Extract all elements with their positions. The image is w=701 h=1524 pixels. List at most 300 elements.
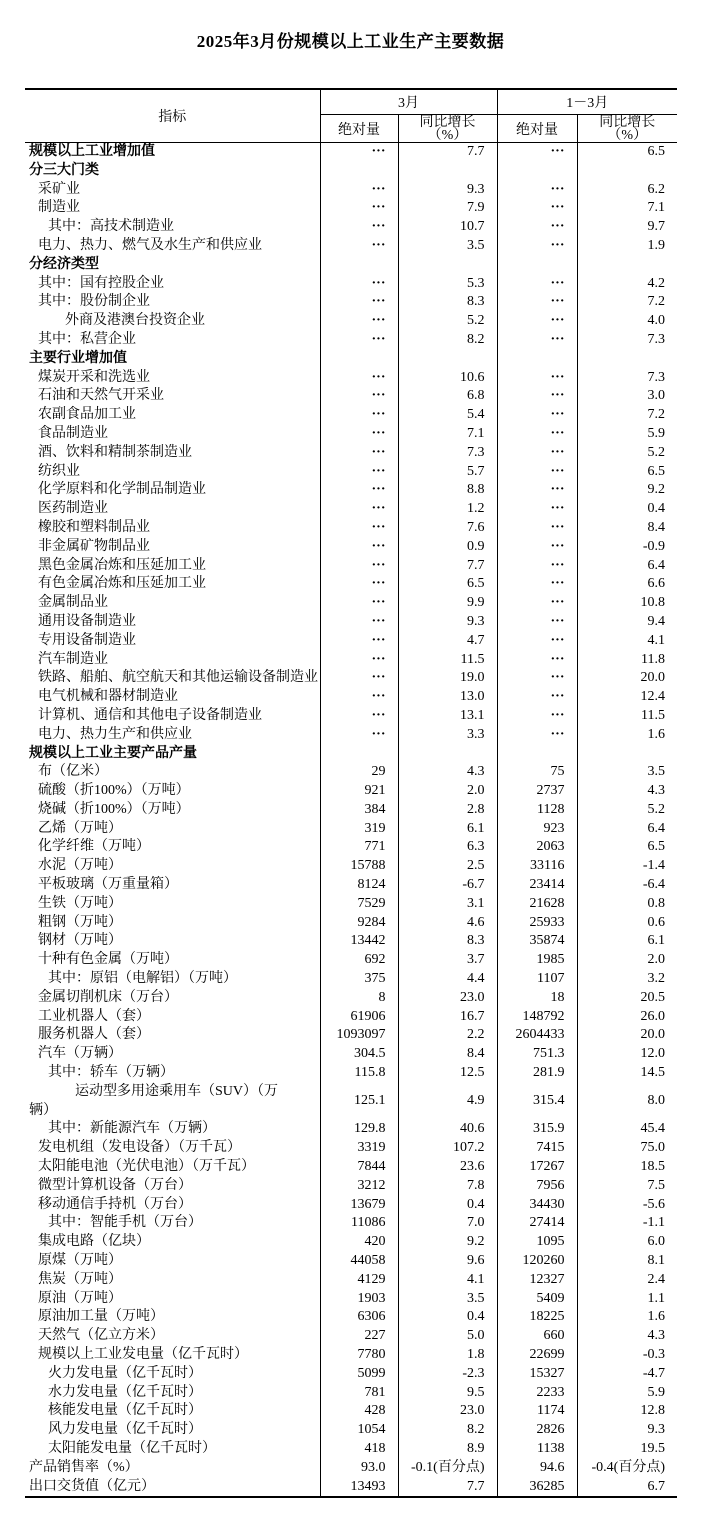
row-value: 6.7	[577, 1478, 677, 1498]
table-row	[25, 1120, 677, 1139]
table-row	[25, 688, 677, 707]
row-value: 23.6	[398, 1158, 497, 1177]
row-value: 5.4	[398, 406, 497, 425]
row-label: 天然气（亿立方米）	[38, 1328, 164, 1344]
row-value: ···	[497, 557, 577, 576]
row-value: ···	[497, 463, 577, 482]
row-value: 29	[320, 763, 398, 782]
row-value: 14.5	[577, 1064, 677, 1083]
row-value: 3.1	[398, 895, 497, 914]
row-value: 751.3	[497, 1045, 577, 1064]
row-label: 工业机器人（套）	[38, 1008, 150, 1024]
table-row	[25, 1064, 677, 1083]
row-value: 9.2	[577, 481, 677, 500]
row-value: 6.1	[398, 820, 497, 839]
row-value: 120260	[497, 1252, 577, 1271]
row-value: ···	[497, 726, 577, 745]
row-value: -0.1(百分点)	[398, 1459, 497, 1478]
row-value: ···	[497, 632, 577, 651]
row-value: 5.9	[577, 425, 677, 444]
row-value: ···	[320, 726, 398, 745]
row-label: 水力发电量（亿千瓦时）	[48, 1384, 202, 1400]
table-row	[25, 425, 677, 444]
row-label: 酒、饮料和精制茶制造业	[38, 444, 192, 460]
row-label: 黑色金属冶炼和压延加工业	[38, 557, 206, 573]
row-value: 2737	[497, 782, 577, 801]
row-value: 23414	[497, 876, 577, 895]
row-label: 制造业	[38, 200, 80, 216]
table-row	[25, 557, 677, 576]
page-title: 2025年3月份规模以上工业生产主要数据	[196, 32, 505, 51]
row-value: 13679	[320, 1196, 398, 1215]
row-value: -4.7	[577, 1365, 677, 1384]
row-value: ···	[497, 387, 577, 406]
row-value	[577, 350, 677, 369]
row-value: ···	[497, 613, 577, 632]
row-value: ···	[497, 293, 577, 312]
header-group-ytd: 1－3月	[497, 89, 677, 115]
row-value: 13493	[320, 1478, 398, 1498]
row-value: -6.7	[398, 876, 497, 895]
table-row	[25, 1045, 677, 1064]
row-value: 34430	[497, 1196, 577, 1215]
row-value: 35874	[497, 932, 577, 951]
row-value	[577, 745, 677, 764]
row-value: ···	[320, 651, 398, 670]
row-value: ···	[320, 463, 398, 482]
row-value: ···	[320, 369, 398, 388]
data-table	[25, 88, 677, 1498]
row-value: 44058	[320, 1252, 398, 1271]
row-value: 9.3	[577, 1421, 677, 1440]
row-label: 主要行业增加值	[29, 350, 127, 366]
table-row	[25, 726, 677, 745]
row-value: 227	[320, 1327, 398, 1346]
row-value: 1.2	[398, 500, 497, 519]
row-value: 0.4	[398, 1196, 497, 1215]
table-row	[25, 1346, 677, 1365]
row-value: ···	[497, 312, 577, 331]
row-label: 发电机组（发电设备）（万千瓦）	[38, 1140, 241, 1156]
header-group-row	[25, 89, 677, 115]
row-label: 规模以上工业发电量（亿千瓦时）	[38, 1347, 248, 1362]
row-value: 11.5	[398, 651, 497, 670]
row-value: 7.1	[577, 199, 677, 218]
row-value: 4.7	[398, 632, 497, 651]
table-row	[25, 143, 677, 162]
row-value: ···	[320, 613, 398, 632]
table-row	[25, 1384, 677, 1403]
row-value: 6306	[320, 1308, 398, 1327]
row-value: 8.0	[577, 1083, 677, 1121]
table-row	[25, 275, 677, 294]
row-value	[320, 256, 398, 275]
row-value: -0.9	[577, 538, 677, 557]
row-value: 9.3	[398, 181, 497, 200]
row-value: 21628	[497, 895, 577, 914]
row-value: ···	[320, 538, 398, 557]
table-row	[25, 1177, 677, 1196]
row-value: 2.4	[577, 1271, 677, 1290]
row-value: 9.9	[398, 594, 497, 613]
row-value: 4.1	[577, 632, 677, 651]
row-value: 15788	[320, 857, 398, 876]
table-row	[25, 1308, 677, 1327]
table-row	[25, 801, 677, 820]
row-value: 6.4	[577, 820, 677, 839]
table-row	[25, 293, 677, 312]
table-row	[25, 575, 677, 594]
row-value: 9.5	[398, 1384, 497, 1403]
row-value: ···	[320, 688, 398, 707]
row-value: 20.0	[577, 669, 677, 688]
row-value: 125.1	[320, 1083, 398, 1121]
row-value: -1.1	[577, 1214, 677, 1233]
row-value: 8124	[320, 876, 398, 895]
row-value: 2.2	[398, 1026, 497, 1045]
row-label: 硫酸（折100%）（万吨）	[38, 783, 190, 799]
row-label: 服务机器人（套）	[38, 1027, 150, 1043]
row-value: 40.6	[398, 1120, 497, 1139]
row-value: ···	[320, 632, 398, 651]
row-value: 3.5	[398, 237, 497, 256]
row-label: 电力、热力生产和供应业	[38, 726, 192, 742]
table-row	[25, 369, 677, 388]
row-value: 1093097	[320, 1026, 398, 1045]
row-value: 9.6	[398, 1252, 497, 1271]
row-value: 4.3	[577, 782, 677, 801]
table-row	[25, 669, 677, 688]
row-label: 移动通信手持机（万台）	[38, 1196, 192, 1212]
row-value: 7.9	[398, 199, 497, 218]
table-row	[25, 444, 677, 463]
row-label: 外商及港澳台投资企业	[65, 313, 205, 329]
row-value: 26.0	[577, 1008, 677, 1027]
row-label: 有色金属冶炼和压延加工业	[38, 576, 206, 592]
row-value: 6.6	[577, 575, 677, 594]
row-value: 9284	[320, 914, 398, 933]
table-row	[25, 1271, 677, 1290]
table-row	[25, 763, 677, 782]
row-value: ···	[497, 688, 577, 707]
row-label: 粗钢（万吨）	[38, 914, 122, 930]
table-row	[25, 1252, 677, 1271]
row-value: ···	[497, 519, 577, 538]
row-label: 食品制造业	[38, 425, 108, 441]
row-value: ···	[497, 218, 577, 237]
row-value: 7844	[320, 1158, 398, 1177]
table-row	[25, 613, 677, 632]
row-value: 3.2	[577, 970, 677, 989]
row-label: 专用设备制造业	[38, 632, 136, 648]
row-value: 7.3	[398, 444, 497, 463]
row-value: 6.5	[577, 143, 677, 162]
row-value: 2063	[497, 838, 577, 857]
table-row	[25, 237, 677, 256]
row-value: 3.5	[398, 1290, 497, 1309]
row-value: 1095	[497, 1233, 577, 1252]
row-value: 36285	[497, 1478, 577, 1498]
row-value: ···	[497, 181, 577, 200]
row-value: 75	[497, 763, 577, 782]
row-label: 原油（万吨）	[38, 1290, 122, 1306]
row-value: 5.3	[398, 275, 497, 294]
table-row	[25, 463, 677, 482]
row-value: 0.4	[577, 500, 677, 519]
row-label: 铁路、船舶、航空航天和其他运输设备制造业	[38, 670, 318, 686]
row-value: 20.0	[577, 1026, 677, 1045]
row-value: ···	[320, 557, 398, 576]
data-table-container	[25, 88, 677, 1498]
table-row	[25, 857, 677, 876]
row-value: 9.2	[398, 1233, 497, 1252]
table-row	[25, 519, 677, 538]
row-value: 8.1	[577, 1252, 677, 1271]
row-value: ···	[497, 425, 577, 444]
table-row	[25, 1365, 677, 1384]
header-group-march: 3月	[320, 89, 497, 115]
row-value: 0.6	[577, 914, 677, 933]
table-row	[25, 1459, 677, 1478]
row-label: 其中：智能手机（万台）	[48, 1215, 202, 1231]
row-value: ···	[320, 218, 398, 237]
row-label: 金属切削机床（万台）	[38, 989, 178, 1005]
table-row	[25, 1214, 677, 1233]
row-value: 5099	[320, 1365, 398, 1384]
row-value: 923	[497, 820, 577, 839]
row-value: 2604433	[497, 1026, 577, 1045]
row-value: ···	[320, 500, 398, 519]
table-row	[25, 538, 677, 557]
row-value: 3.0	[577, 387, 677, 406]
row-value: 15327	[497, 1365, 577, 1384]
row-value: ···	[320, 237, 398, 256]
row-value: 1128	[497, 801, 577, 820]
row-value: 1138	[497, 1440, 577, 1459]
row-value: -5.6	[577, 1196, 677, 1215]
header-ytd-yoy: 同比增长 （%）	[577, 115, 677, 143]
row-value: ···	[497, 538, 577, 557]
row-value: 8.4	[398, 1045, 497, 1064]
table-row	[25, 970, 677, 989]
row-value: 781	[320, 1384, 398, 1403]
row-label: 集成电路（亿块）	[38, 1234, 150, 1250]
row-value: 1.1	[577, 1290, 677, 1309]
row-label: 原煤（万吨）	[38, 1253, 122, 1269]
table-body	[25, 143, 677, 1498]
table-row	[25, 951, 677, 970]
table-row	[25, 594, 677, 613]
row-value: -2.3	[398, 1365, 497, 1384]
row-value: 19.0	[398, 669, 497, 688]
row-value: 5.7	[398, 463, 497, 482]
row-value: 45.4	[577, 1120, 677, 1139]
row-value: 25933	[497, 914, 577, 933]
row-label: 化学纤维（万吨）	[38, 839, 150, 855]
row-value: -0.4(百分点)	[577, 1459, 677, 1478]
row-value: 5.2	[577, 801, 677, 820]
row-value: 4.3	[577, 1327, 677, 1346]
row-value: ···	[497, 669, 577, 688]
table-row	[25, 932, 677, 951]
row-value	[577, 256, 677, 275]
row-value: 10.6	[398, 369, 497, 388]
row-value: ···	[320, 444, 398, 463]
row-value: 8.2	[398, 1421, 497, 1440]
header-ytd-absolute: 绝对量	[497, 115, 577, 143]
row-value: ···	[320, 707, 398, 726]
row-label: 十种有色金属（万吨）	[38, 952, 178, 968]
row-value: 6.4	[577, 557, 677, 576]
row-value: 5.0	[398, 1327, 497, 1346]
row-value: 4.1	[398, 1271, 497, 1290]
row-value: 7.6	[398, 519, 497, 538]
table-row	[25, 838, 677, 857]
row-value: 384	[320, 801, 398, 820]
row-value: 13442	[320, 932, 398, 951]
row-value: 1107	[497, 970, 577, 989]
row-value: 4.4	[398, 970, 497, 989]
table-row	[25, 820, 677, 839]
row-value	[320, 745, 398, 764]
row-value: 5.2	[398, 312, 497, 331]
row-label: 微型计算机设备（万台）	[38, 1177, 192, 1193]
row-label: 采矿业	[38, 181, 80, 197]
row-label: 焦炭（万吨）	[38, 1271, 122, 1287]
table-row	[25, 876, 677, 895]
row-value: 5.9	[577, 1384, 677, 1403]
row-value: ···	[320, 275, 398, 294]
row-value: ···	[497, 651, 577, 670]
row-value: 12.5	[398, 1064, 497, 1083]
row-value: 3.3	[398, 726, 497, 745]
row-label: 农副食品加工业	[38, 407, 136, 423]
row-value: 75.0	[577, 1139, 677, 1158]
row-value: ···	[320, 575, 398, 594]
row-value: 11.5	[577, 707, 677, 726]
row-label: 规模以上工业主要产品产量	[29, 745, 197, 761]
table-row	[25, 989, 677, 1008]
row-value: 420	[320, 1233, 398, 1252]
row-label: 太阳能电池（光伏电池）（万千瓦）	[38, 1159, 255, 1175]
table-row	[25, 1196, 677, 1215]
row-label: 规模以上工业增加值	[29, 144, 155, 159]
row-value: 22699	[497, 1346, 577, 1365]
row-value: ···	[320, 293, 398, 312]
row-value: 27414	[497, 1214, 577, 1233]
row-value: 7529	[320, 895, 398, 914]
row-value: 8.8	[398, 481, 497, 500]
row-value: 692	[320, 951, 398, 970]
row-value: 18225	[497, 1308, 577, 1327]
row-value: 319	[320, 820, 398, 839]
row-value: ···	[497, 594, 577, 613]
row-value	[320, 162, 398, 181]
row-value: 6.2	[577, 181, 677, 200]
row-value	[497, 162, 577, 181]
table-row	[25, 181, 677, 200]
table-row	[25, 331, 677, 350]
row-value: 418	[320, 1440, 398, 1459]
row-value: 8.2	[398, 331, 497, 350]
row-value: ···	[320, 312, 398, 331]
row-value: 20.5	[577, 989, 677, 1008]
row-label: 其中：股份制企业	[38, 294, 150, 310]
row-label: 其中：轿车（万辆）	[48, 1065, 174, 1081]
header-indicator: 指标	[25, 89, 320, 143]
row-label: 平板玻璃（万重量箱）	[38, 877, 178, 893]
table-row	[25, 1233, 677, 1252]
row-label: 分经济类型	[29, 256, 99, 272]
row-value: 10.7	[398, 218, 497, 237]
row-value: 6.5	[577, 463, 677, 482]
row-label: 化学原料和化学制品制造业	[38, 482, 206, 498]
row-value: ···	[320, 406, 398, 425]
row-value: 4.0	[577, 312, 677, 331]
row-value: 771	[320, 838, 398, 857]
row-value: 8	[320, 989, 398, 1008]
row-value: 7.5	[577, 1177, 677, 1196]
row-value: 6.8	[398, 387, 497, 406]
row-value: 8.9	[398, 1440, 497, 1459]
row-value: 7.0	[398, 1214, 497, 1233]
table-header	[25, 89, 677, 143]
row-value: 2.0	[398, 782, 497, 801]
row-value	[497, 350, 577, 369]
row-value	[497, 745, 577, 764]
header-march-yoy: 同比增长 （%）	[398, 115, 497, 143]
table-row	[25, 782, 677, 801]
row-value: 7415	[497, 1139, 577, 1158]
row-value: 7.7	[398, 143, 497, 162]
table-row	[25, 387, 677, 406]
row-label: 原油加工量（万吨）	[38, 1309, 164, 1325]
row-value: 375	[320, 970, 398, 989]
row-value: 115.8	[320, 1064, 398, 1083]
row-label: 电力、热力、燃气及水生产和供应业	[38, 237, 262, 253]
row-value: 0.8	[577, 895, 677, 914]
row-value: 23.0	[398, 989, 497, 1008]
row-label: 运动型多用途乘用车（SUV）（万 辆）	[29, 1083, 279, 1118]
row-value: 93.0	[320, 1459, 398, 1478]
table-row	[25, 1290, 677, 1309]
row-label: 非金属矿物制品业	[38, 538, 150, 554]
row-value: 17267	[497, 1158, 577, 1177]
table-row	[25, 312, 677, 331]
row-value: 3319	[320, 1139, 398, 1158]
row-label: 其中：私营企业	[38, 331, 136, 347]
row-value: 10.8	[577, 594, 677, 613]
row-value: 4.2	[577, 275, 677, 294]
row-value: 315.9	[497, 1120, 577, 1139]
row-value: ···	[320, 519, 398, 538]
row-value: ···	[497, 331, 577, 350]
table-row	[25, 256, 677, 275]
row-value	[398, 745, 497, 764]
row-value: 4.9	[398, 1083, 497, 1121]
row-value: ···	[497, 707, 577, 726]
row-value: 7.3	[577, 369, 677, 388]
row-value: 1.6	[577, 1308, 677, 1327]
row-value: 3212	[320, 1177, 398, 1196]
row-label: 石油和天然气开采业	[38, 388, 164, 404]
row-label: 出口交货值（亿元）	[29, 1478, 155, 1494]
table-row	[25, 1440, 677, 1459]
row-label: 其中：国有控股企业	[38, 275, 164, 291]
row-value: 6.5	[577, 838, 677, 857]
row-value	[398, 350, 497, 369]
row-value: 61906	[320, 1008, 398, 1027]
